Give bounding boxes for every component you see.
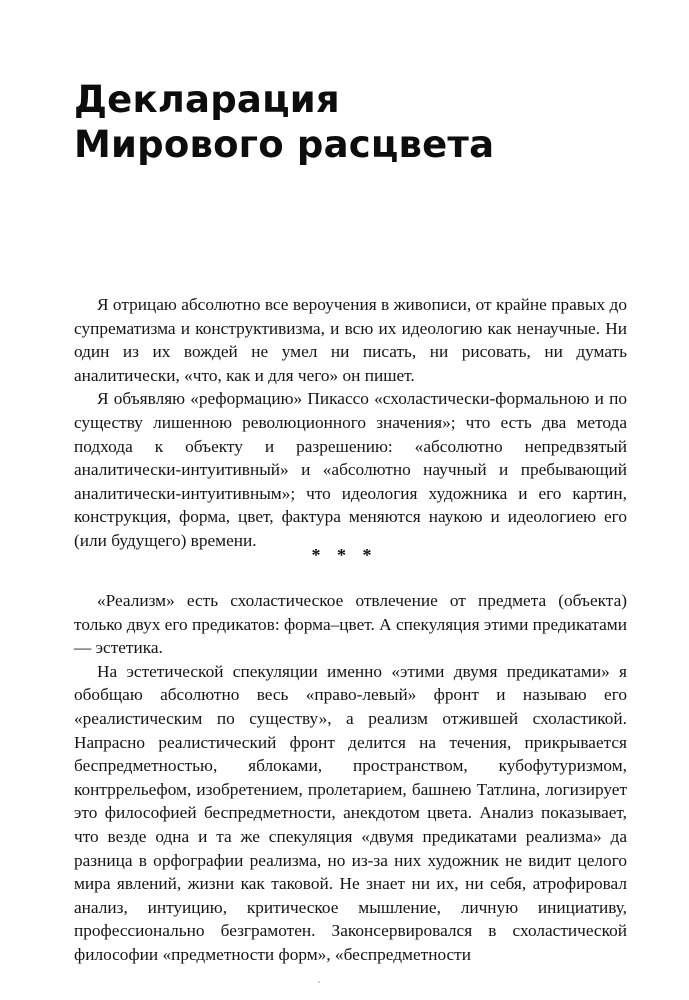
paragraph: На эстетической спекуляции именно «этими двумя предикатами» я обобщаю абсолютно весь «право-левый» фронт и называю его «реалистическим по существу», а реализм отжившей схоластикой. Напрасно реалистический фронт делится на течения, прикрывается беспредметностью, яблоками, пространством, кубофутуризмом, контррельефом, изобретением, пролетарием, башнею Татлина, логизирует это философией беспредметности, анекдотом цвета. Анализ показывает, что везде одна и та же спекуляция «двумя предикатами реализма» да разница в орфографии реализма, но из-за них художник не видит целого мира явлений, жизни как таковой. Не знает ни их, ни себя, атрофировал анализ, интуицию, критическое мышление, личную инициативу, профессионально безграмотен. Законсервировался в схоластической философии «предметности форм», «беспредметности	[74, 661, 627, 964]
chapter-title-line-1: Декларация	[74, 78, 340, 121]
paragraph: Я отрицаю абсолютно все вероучения в живописи, от крайне правых до супрематизма и конструктивизма, и всю их идеологию как ненаучные. Ни один из их вождей не умел ни писать, ни рисовать, ни думать аналитически, «что, как и для чего» он пишет.	[74, 295, 627, 385]
paragraph: «Реализм» есть схоластическое отвлечение от предмета (объекта) только двух его предикатов: форма–цвет. А спекуляция этими предикатами — эстетика.	[74, 591, 627, 658]
section-separator: * * *	[311, 545, 378, 565]
chapter-title-line-2: Мирового расцвета	[74, 123, 495, 166]
section-2-text	[74, 589, 627, 967]
chapter-title	[74, 77, 634, 167]
section-1-text	[74, 293, 627, 553]
print-speck	[318, 981, 320, 983]
paragraph: Я объявляю «реформацию» Пикассо «схоластически-формальною и по существу лишенною революционного значения»; что есть два метода подхода к объекту и разрешению: «абсолютно непредвзятый аналитически-интуитивный» и «абсолютно научный и пребывающий аналитически-интуитивным»; что идеология художника и его картин, конструкция, форма, цвет, фактура меняются наукою и идеологиею его (или будущего) времени.	[74, 389, 627, 550]
